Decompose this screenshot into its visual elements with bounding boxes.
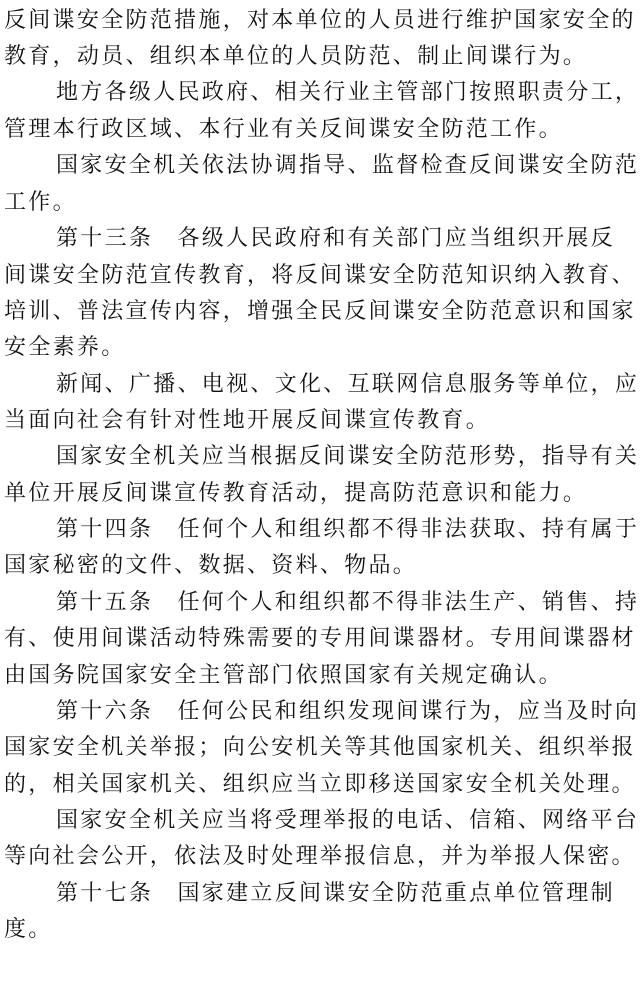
text-line-4: 管理本行政区域、本行业有关反间谍安全防范工作。: [4, 117, 563, 142]
text-line-22: 的，相关国家机关、组织应当立即移送国家安全机关处理。: [4, 772, 636, 797]
text-line-16: 国家秘密的文件、数据、资料、物品。: [4, 553, 418, 578]
text-line-18: 有、使用间谍活动特殊需要的专用间谍器材。专用间谍器材: [4, 626, 636, 651]
text-line-26: 度。: [4, 917, 53, 942]
text-line-6: 工作。: [4, 190, 77, 215]
text-line-14: 单位开展反间谍宣传教育活动，提高防范意识和能力。: [4, 481, 588, 506]
article-16-heading: 第十六条 任何公民和组织发现间谍行为，应当及时向: [56, 699, 640, 724]
text-line-13: 国家安全机关应当根据反间谍安全防范形势，指导有关: [56, 444, 640, 469]
text-line-21: 国家安全机关举报；向公安机关等其他国家机关、组织举报: [4, 735, 636, 760]
text-line-2: 教育，动员、组织本单位的人员防范、制止间谍行为。: [4, 44, 588, 69]
text-line-10: 安全素养。: [4, 335, 126, 360]
text-line-3: 地方各级人民政府、相关行业主管部门按照职责分工，: [56, 80, 640, 105]
article-17-heading: 第十七条 国家建立反间谍安全防范重点单位管理制: [56, 881, 615, 906]
text-line-5: 国家安全机关依法协调指导、监督检查反间谍安全防范: [56, 153, 640, 178]
article-14-heading: 第十四条 任何个人和组织都不得非法获取、持有属于: [56, 517, 640, 542]
text-line-9: 培训、普法宣传内容，增强全民反间谍安全防范意识和国家: [4, 299, 636, 324]
article-15-heading: 第十五条 任何个人和组织都不得非法生产、销售、持: [56, 590, 640, 615]
article-13-heading: 第十三条 各级人民政府和有关部门应当组织开展反: [56, 226, 615, 251]
text-line-1: 反间谍安全防范措施，对本单位的人员进行维护国家安全的: [4, 8, 636, 33]
text-line-12: 当面向社会有针对性地开展反间谍宣传教育。: [4, 408, 491, 433]
text-line-19: 由国务院国家安全主管部门依照国家有关规定确认。: [4, 663, 563, 688]
text-line-11: 新闻、广播、电视、文化、互联网信息服务等单位，应: [56, 372, 640, 397]
text-line-8: 间谍安全防范宣传教育，将反间谍安全防范知识纳入教育、: [4, 263, 636, 288]
text-line-23: 国家安全机关应当将受理举报的电话、信箱、网络平台: [56, 808, 640, 833]
text-line-24: 等向社会公开，依法及时处理举报信息，并为举报人保密。: [4, 844, 636, 869]
